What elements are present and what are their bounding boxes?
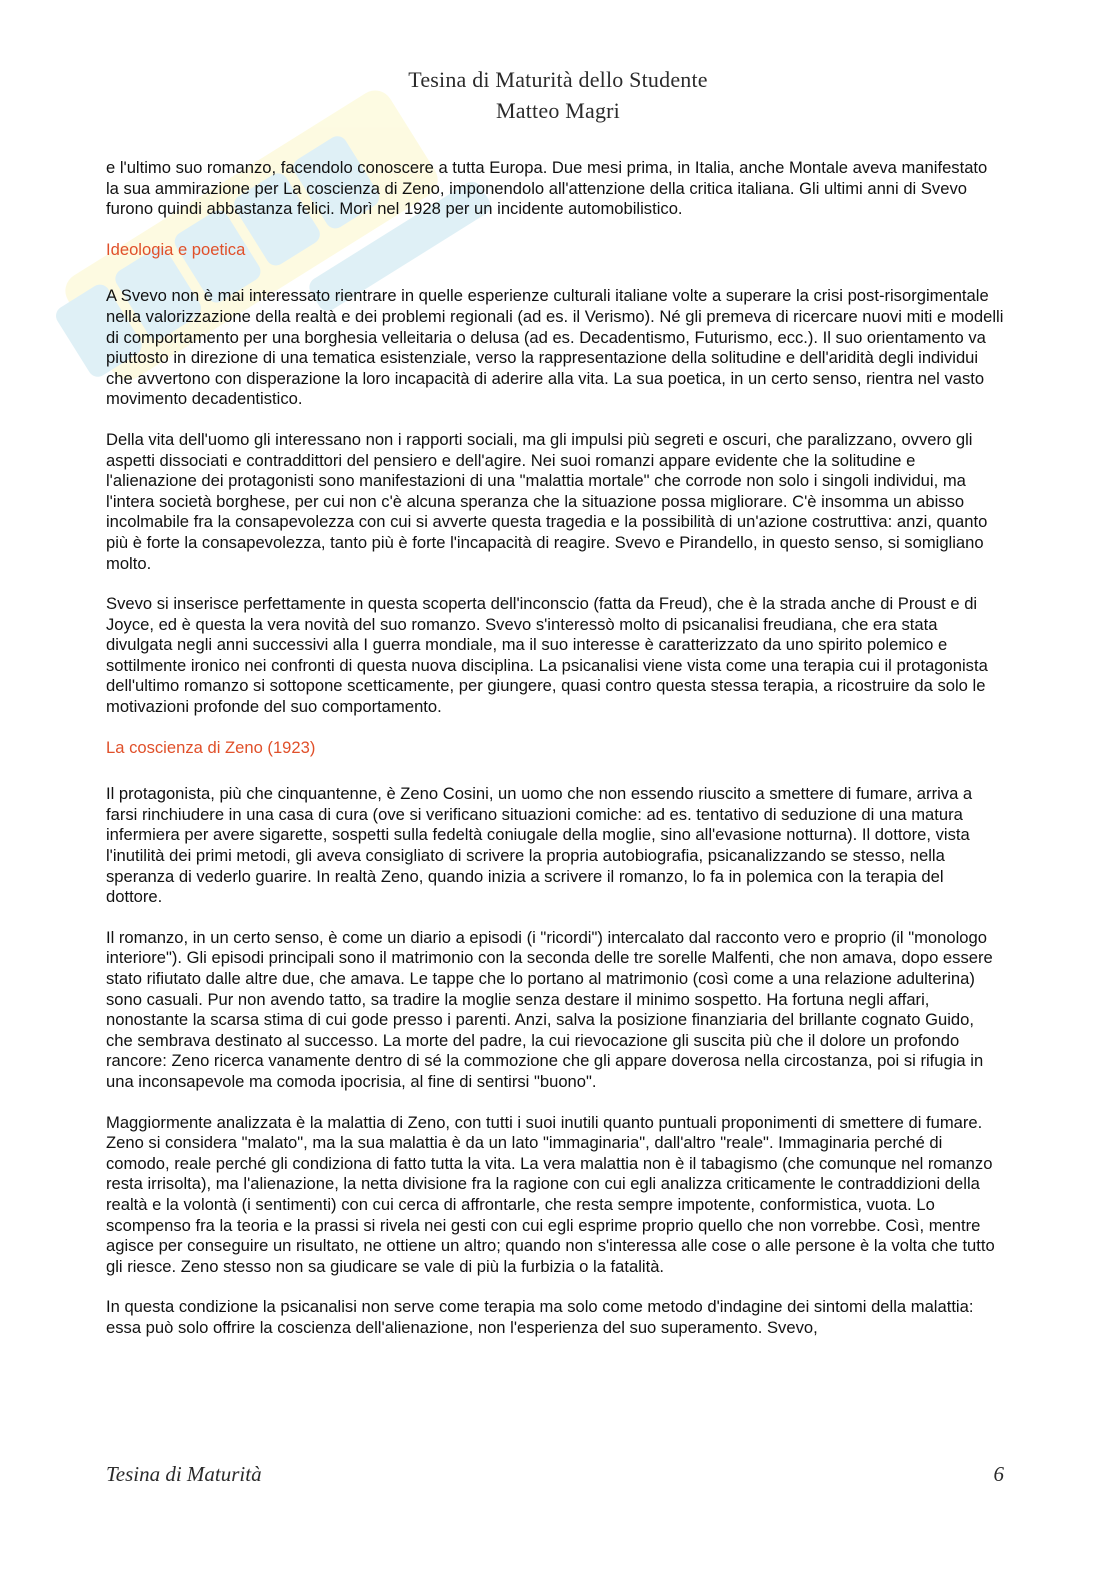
paragraph: In questa condizione la psicanalisi non serve come terapia ma solo come metodo d'indagine dei sintomi della malattia: essa può solo offrire la coscienza dell'alienazione, non l'esperienza del suo superamento. Svevo,	[106, 1297, 974, 1337]
footer-title: Tesina di Maturità	[106, 1462, 262, 1486]
section-heading-ideologia: Ideologia e poetica	[106, 239, 246, 259]
paragraph: Il romanzo, in un certo senso, è come un diario a episodi (i "ricordi") intercalato dal racconto vero e proprio (il "monologo interiore"). Gli episodi principali sono il matrimonio con la seconda delle tre sorelle Malfenti, che non amava, dopo essere stato rifiutato dalle altre due, che amava. Le tappe che lo portano al matrimonio (così come a una relazione adulterina) sono casuali. Pur non avendo tatto, sa tradire la moglie senza destare il minimo sospetto. Ha fortuna negli affari, nonostante la scarsa stima di cui gode presso i parenti. Anzi, salva la posizione finanziaria del brillante cognato Guido, che sembrava destinato al successo. La morte del padre, la cui rievocazione gli suscita più che il dolore un profondo rancore: Zeno ricerca vanamente dentro di sé la commozione che gli appare doverosa nella circostanza, poi si rifugia in una inconsapevole ma comoda ipocrisia, al fine di sentirsi "buono".	[106, 927, 993, 1091]
header-title: Tesina di Maturità dello Studente	[408, 67, 708, 92]
header-author: Matteo Magri	[496, 98, 620, 123]
section-heading-coscienza: La coscienza di Zeno (1923)	[106, 737, 316, 757]
page-footer	[106, 1462, 1004, 1487]
paragraph: Della vita dell'uomo gli interessano non i rapporti sociali, ma gli impulsi più segreti e oscuri, che paralizzano, ovvero gli aspetti dissociati e contraddittori del pensiero e dell'agire. Nei suoi romanzi appare evidente che la solitudine e l'alienazione dei protagonisti sono manifestazioni di una "malattia mortale" che corrode non solo i singoli individui, ma l'intera società borghese, per cui non c'è alcuna speranza che la situazione possa migliorare. C'è insomma un abisso incolmabile fra la consapevolezza con cui si avverte questa tragedia e la possibilità di un'azione costruttiva: anzi, quanto più è forte la consapevolezza, tanto più è forte l'incapacità di reagire. Svevo e Pirandello, in questo senso, si somigliano molto.	[106, 429, 988, 573]
paragraph: Il protagonista, più che cinquantenne, è Zeno Cosini, un uomo che non essendo riuscito a smettere di fumare, arriva a farsi rinchiudere in una casa di cura (ove si verificano situazioni comiche: ad es. tentativo di seduzione di una matura infermiera per avere sigarette, sospetti sulla fedeltà coniugale della moglie, sino all'evasione notturna). Il dottore, vista l'inutilità dei primi metodi, gli aveva consigliato di scrivere la propria autobiografia, psicanalizzando se stesso, nella speranza di vederlo guarire. In realtà Zeno, quando inizia a scrivere il romanzo, lo fa in polemica con la terapia del dottore.	[106, 784, 973, 907]
paragraph: e l'ultimo suo romanzo, facendolo conoscere a tutta Europa. Due mesi prima, in Italia, anche Montale aveva manifestato la sua ammirazione per La coscienza di Zeno, imponendolo all'attenzione della critica italiana. Gli ultimi anni di Svevo furono quindi abbastanza felici. Morì nel 1928 per un incidente automobilistico.	[106, 158, 988, 219]
paragraph: A Svevo non è mai interessato rientrare in quelle esperienze culturali italiane volte a superare la crisi post-risorgimentale nella valorizzazione della realtà e dei problemi regionali (ad es. il Verismo). Né gli premeva di ricercare nuovi miti e modelli di comportamento per una borghesia velleitaria o delusa (ad es. Decadentismo, Futurismo, ecc.). Il suo orientamento va piuttosto in direzione di una tematica esistenziale, verso la rappresentazione della solitudine e dell'aridità degli individui che avvertono con disperazione la loro incapacità di aderire alla vita. La sua poetica, in un certo senso, rientra nel vasto movimento decadentistico.	[106, 286, 1004, 409]
paragraph: Maggiormente analizzata è la malattia di Zeno, con tutti i suoi inutili quanto puntuali proponimenti di smettere di fumare. Zeno si considera "malato", ma la sua malattia è da un lato "immaginaria", dall'altro "reale". Immaginaria perché di comodo, reale perché gli condiziona di fatto tutta la vita. La vera malattia non è il tabagismo (che comunque nel romanzo resta irrisolta), ma l'alienazione, la netta divisione fra la ragione con cui egli analizza criticamente le contraddizioni della realtà e la volontà (i sentimenti) con cui cerca di affrontarle, che resta sempre impotente, conformistica, vuota. Lo scompenso fra la teoria e la prassi si rivela nei gesti con cui egli esprime proprio quello che non vorrebbe. Così, mentre agisce per conseguire un risultato, ne ottiene un altro; quando non s'interessa alle cose o alle persone è la volta che tutto gli riesce. Zeno stesso non sa giudicare se vale di più la furbizia o la fatalità.	[106, 1112, 995, 1276]
paragraph: Svevo si inserisce perfettamente in questa scoperta dell'inconscio (fatta da Freud), che è la strada anche di Proust e di Joyce, ed è questa la vera novità del suo romanzo. Svevo s'interessò molto di psicanalisi freudiana, che era stata divulgata negli anni successivi alla I guerra mondiale, ma il suo interesse è caratterizzato da uno spirito polemico e sottilmente ironico nei confronti di questa nuova disciplina. La psicanalisi viene vista come una terapia cui il protagonista dell'ultimo romanzo si sottopone scetticamente, per giungere, quasi contro questa stessa terapia, a ricostruire da solo le motivazioni profonde del suo comportamento.	[106, 594, 988, 717]
page-number: 6	[993, 1462, 1004, 1486]
page-header	[0, 64, 1116, 126]
document-body	[106, 158, 1004, 1359]
